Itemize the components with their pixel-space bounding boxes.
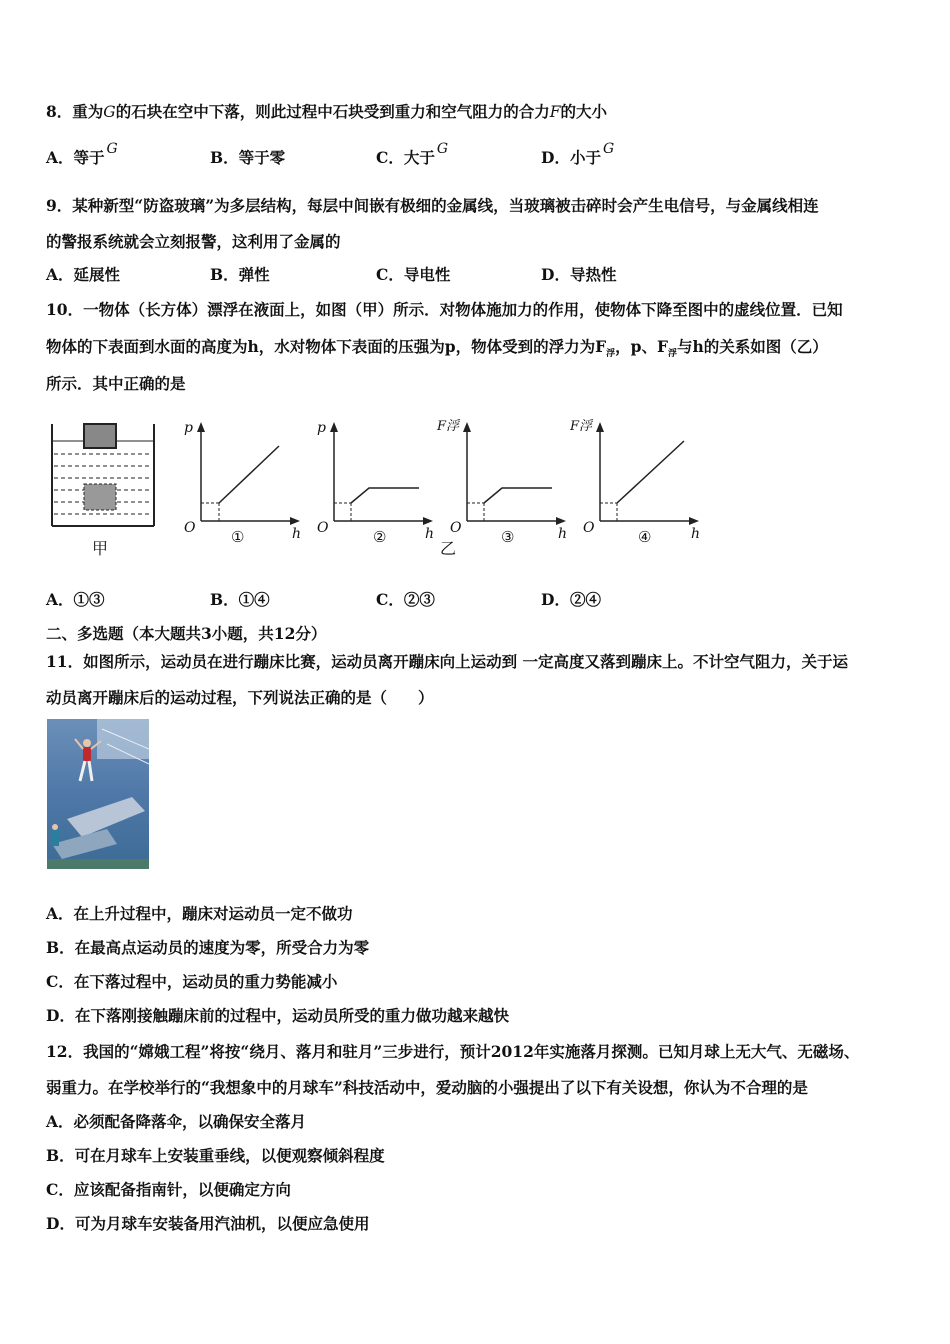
h-label: h (425, 526, 435, 542)
q9-option-b[interactable]: B．弹性 (210, 265, 270, 284)
y-label: p (317, 420, 326, 436)
q8-option-b[interactable]: B．等于零 (210, 148, 286, 167)
q10-figure (44, 416, 724, 576)
graph-number: ② (373, 528, 387, 546)
graph-1 (184, 420, 301, 546)
graph-number: ④ (638, 528, 652, 546)
q10-option-a[interactable]: A．①③ (46, 590, 105, 609)
q8-option-c[interactable]: C．大于 G (376, 141, 449, 167)
q8-stem: 8．重为G的石块在空中下落，则此过程中石块受到重力和空气阻力的合力F的大小 (46, 102, 607, 121)
q10-stem-line1: 10．一物体（长方体）漂浮在液面上，如图（甲）所示．对物体施加力的作用，使物体下降至图中的虚线位置．已知 (46, 300, 843, 319)
origin-label: O (184, 520, 196, 536)
q10-option-c[interactable]: C．②③ (376, 590, 435, 609)
q8-option-a[interactable]: A．等于 G (46, 141, 118, 167)
q10-option-b[interactable]: B．①④ (210, 590, 270, 609)
q10-stem-line3: 所示．其中正确的是 (46, 374, 186, 393)
container-diagram (52, 424, 154, 526)
graph-number: ① (231, 528, 245, 546)
q9-stem-line2: 的警报系统就会立刻报警，这利用了金属的 (46, 232, 341, 251)
floating-block (84, 424, 116, 448)
origin-label: O (583, 520, 595, 536)
y-label: F浮 (570, 419, 593, 434)
section-heading: 二、多选题（本大题共3小题，共12分） (46, 624, 327, 643)
q12-option-d[interactable]: D．可为月球车安装备用汽油机，以便应急使用 (46, 1214, 370, 1233)
q9-option-d[interactable]: D．导热性 (541, 265, 617, 284)
q8-option-d[interactable]: D．小于 G (541, 141, 615, 167)
graph-number: ③ (501, 528, 515, 546)
q10-option-d[interactable]: D．②④ (541, 590, 601, 609)
label-yi: 乙 (440, 539, 457, 558)
origin-label: O (317, 520, 329, 536)
q12-stem-line2: 弱重力。在学校举行的“我想象中的月球车”科技活动中，爱动脑的小强提出了以下有关设想，你认为不合理的是 (46, 1078, 808, 1097)
origin-label: O (450, 520, 462, 536)
h-label: h (558, 526, 568, 542)
q11-option-c[interactable]: C．在下落过程中，运动员的重力势能减小 (46, 972, 338, 991)
y-label: p (184, 420, 193, 436)
graph-3 (436, 419, 567, 558)
trampoline-photo (47, 719, 149, 869)
q10-stem-line2: 物体的下表面到水面的高度为h，水对物体下表面的压强为p，物体受到的浮力为$F_浮$，p、$F_浮$与h的关系如图（乙） (46, 337, 828, 360)
q11-option-d[interactable]: D．在下落刚接触蹦床前的过程中，运动员所受的重力做功越来越快 (46, 1006, 509, 1025)
q11-option-a[interactable]: A．在上升过程中，蹦床对运动员一定不做功 (46, 904, 353, 923)
q12-stem-line1: 12．我国的“嫦娥工程”将按“绕月、落月和驻月”三步进行，预计2012年实施落月探测。已知月球上无大气、无磁场、 (46, 1042, 860, 1061)
h-label: h (691, 526, 701, 542)
q12-option-b[interactable]: B．可在月球车上安装重垂线，以便观察倾斜程度 (46, 1146, 385, 1165)
q11-option-b[interactable]: B．在最高点运动员的速度为零，所受合力为零 (46, 938, 370, 957)
y-label: F浮 (437, 419, 460, 434)
q12-option-a[interactable]: A．必须配备降落伞，以确保安全落月 (46, 1112, 307, 1131)
q11-stem-line2: 动员离开蹦床后的运动过程，下列说法正确的是（ ） (46, 688, 434, 707)
h-label: h (292, 526, 302, 542)
q12-option-c[interactable]: C．应该配备指南针，以便确定方向 (46, 1180, 291, 1199)
submerged-block (84, 484, 116, 510)
graph-2 (317, 420, 434, 546)
q11-stem-line1: 11．如图所示，运动员在进行蹦床比赛，运动员离开蹦床向上运动到 一定高度又落到蹦床上。不计空气阻力，关于运 (46, 652, 848, 671)
q9-stem-line1: 9．某种新型“防盗玻璃”为多层结构，每层中间嵌有极细的金属线，当玻璃被击碎时会产生电信号，与金属线相连 (46, 196, 819, 215)
q9-option-a[interactable]: A．延展性 (46, 265, 121, 284)
graph-4 (569, 419, 700, 546)
label-jia: 甲 (92, 539, 109, 558)
q9-option-c[interactable]: C．导电性 (376, 265, 451, 284)
